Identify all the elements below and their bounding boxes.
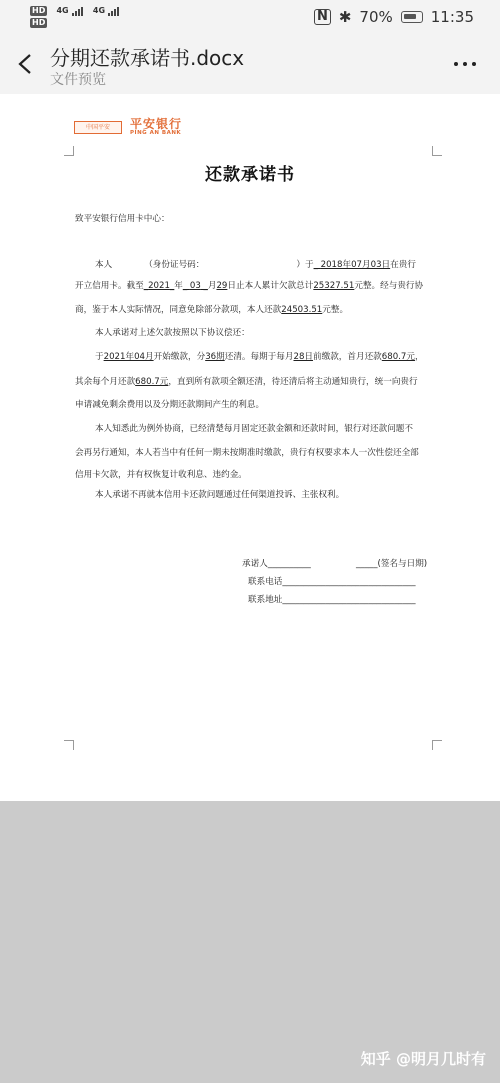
paragraph-line: 本人承诺对上述欠款按照以下协议偿还： [95,328,250,338]
status-bar [0,0,500,36]
file-title: 分期还款承诺书.docx [50,46,245,70]
app-bar [0,36,500,94]
watermark: 知乎 @明月几时有 [360,1050,486,1068]
signal-icon [108,6,120,16]
sign-date-field: _____(签名与日期) [356,559,428,569]
paragraph-line: 于2021年04月开始缴款，分36期还清。每期于每月28日前缴款，首月还款680.7元， [95,352,424,362]
paragraph-line: 商，鉴于本人实际情况，同意免除部分款项，本人还款24503.51元整。 [75,305,349,315]
battery-percent: 70% [359,8,393,26]
hd-badge: HD [32,18,46,27]
addressee: 致平安银行信用卡中心： [75,214,170,224]
hd-badge: HD [32,6,46,15]
paragraph-line: 本人 （身份证号码： ）于_ 2018年07月03日在贵行 [95,260,416,270]
document-title: 还款承诺书 [205,165,295,185]
document-page[interactable] [0,94,500,801]
paragraph-line: 开立信用卡。截至_2021_年_ 03 _月29日止本人累计欠款总计25327.51元整。经与贵行协 [75,281,424,291]
page-corner-mark [432,740,442,750]
signer-field: 承诺人__________ [242,559,311,569]
nfc-icon: N [314,9,331,25]
network-type-label: 4G [56,6,69,15]
paragraph-line: 信用卡欠款，并有权恢复计收利息、违约金。 [75,470,247,480]
paragraph-line: 本人知悉此为例外协商，已经清楚每月固定还款金额和还款时间，银行对还款问题不 [95,424,413,434]
network-type-label: 4G [92,6,106,15]
page-corner-mark [432,146,442,156]
logo-box: 中国平安 [74,121,122,134]
more-options-icon[interactable] [454,62,476,66]
address-field: 联系地址_______________________________ [248,595,416,605]
signal-icon [72,6,84,16]
back-arrow-icon[interactable] [14,52,38,76]
bank-name-en: PING AN BANK [130,130,182,136]
status-right [314,8,474,26]
paragraph-line: 会再另行通知，本人若当中有任何一期未按期准时缴款，贵行有权要求本人一次性偿还全部 [75,448,419,458]
paragraph-line: 其余每个月还款680.7元，直到所有款项全额还清，待还清后将主动通知贵行，统一向贵行 [75,377,418,387]
page-corner-mark [64,740,74,750]
clock: 11:35 [430,8,474,26]
bank-name-cn: 平安银行 [130,117,183,131]
bluetooth-icon: ✱ [338,8,352,26]
file-subtitle: 文件预览 [50,72,106,88]
bank-logo [74,118,182,136]
phone-field: 联系电话_______________________________ [248,577,416,587]
paragraph-line: 本人承诺不再就本信用卡还款问题通过任何渠道投诉、主张权利。 [95,490,345,500]
paragraph-line: 申请减免剩余费用以及分期还款期间产生的利息。 [75,400,265,410]
battery-icon [401,11,423,23]
network-indicators [30,6,120,28]
empty-preview-area [0,801,500,1083]
page-corner-mark [64,146,74,156]
